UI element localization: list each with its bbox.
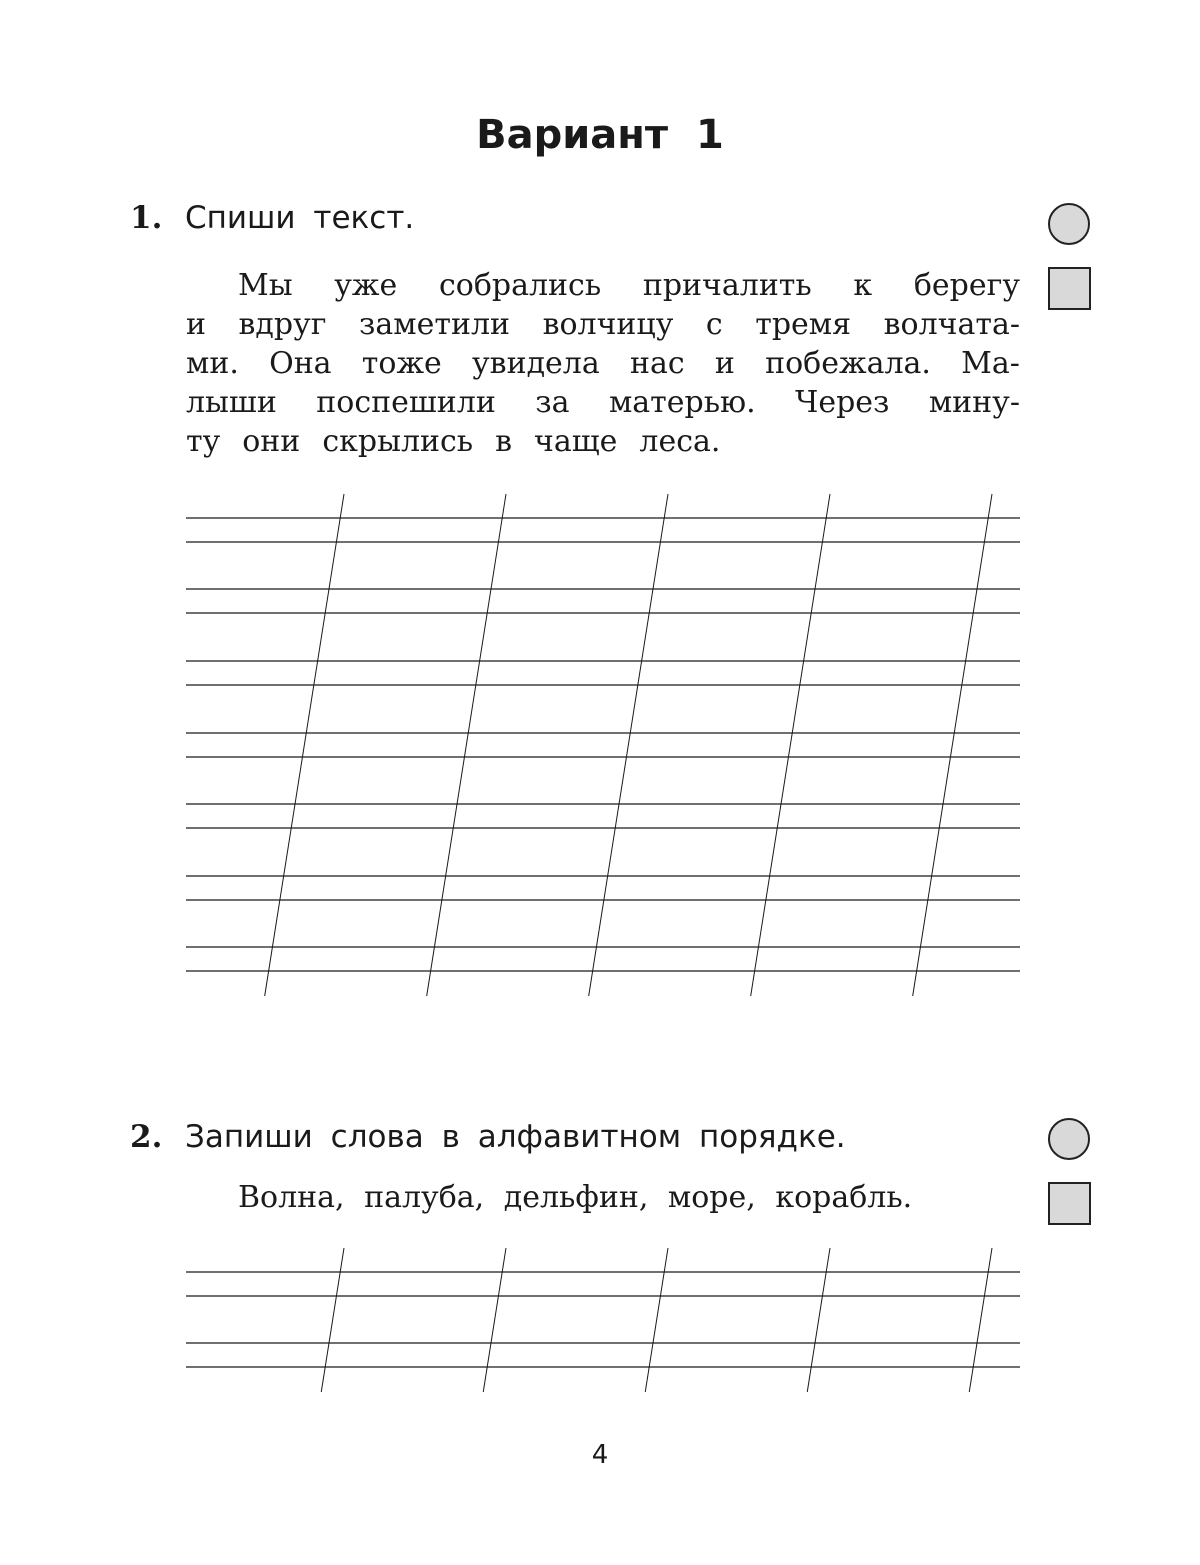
task-2-words: Волна, палуба, дельфин, море, корабль.	[238, 1180, 913, 1215]
text-word: увидела	[472, 346, 600, 381]
text-word: Она	[269, 346, 332, 381]
task-1-number: 1.	[130, 200, 163, 236]
text-word: заметили	[359, 307, 511, 342]
text-word: собрались	[438, 268, 602, 303]
text-word: уже	[334, 268, 398, 303]
text-word: нас	[629, 346, 685, 381]
text-word: Через	[795, 385, 890, 420]
text-word: с	[705, 307, 723, 342]
slant-line	[969, 1248, 992, 1392]
text-word: тоже	[361, 346, 442, 381]
text-word: берегу	[913, 268, 1020, 303]
slant-line	[807, 1248, 830, 1392]
task-1-instruction: Спиши текст.	[185, 200, 415, 236]
text-word: к	[853, 268, 873, 303]
task-2-instruction: Запиши слова в алфавитном порядке.	[185, 1119, 846, 1155]
text-word: побежала.	[765, 346, 931, 381]
task-2-number: 2.	[130, 1119, 163, 1155]
text-word: и	[186, 307, 206, 342]
text-word: тремя	[755, 307, 852, 342]
text-word: за	[535, 385, 570, 420]
text-word: леса.	[639, 424, 721, 459]
text-word: Мы	[238, 268, 293, 303]
text-word: поспешили	[316, 385, 496, 420]
slant-line	[321, 1248, 344, 1392]
text-word: волчицу	[542, 307, 674, 342]
text-word: в	[495, 424, 513, 459]
text-word: мину-	[928, 385, 1020, 420]
text-word: Ма-	[961, 346, 1020, 381]
text-word: причалить	[642, 268, 812, 303]
text-word: и	[714, 346, 735, 381]
slant-line	[645, 1248, 668, 1392]
text-word: они	[242, 424, 301, 459]
slant-line	[483, 1248, 506, 1392]
text-word: матерью.	[608, 385, 756, 420]
text-word: чаще	[534, 424, 618, 459]
text-word: вдруг	[238, 307, 327, 342]
text-word: волчата-	[883, 307, 1020, 342]
text-word: ту	[186, 424, 221, 459]
text-word: лыши	[186, 385, 277, 420]
page-title: Вариант 1	[476, 112, 724, 158]
text-word: скрылись	[322, 424, 474, 459]
text-word: ми.	[186, 346, 239, 381]
page-number: 4	[591, 1440, 609, 1470]
